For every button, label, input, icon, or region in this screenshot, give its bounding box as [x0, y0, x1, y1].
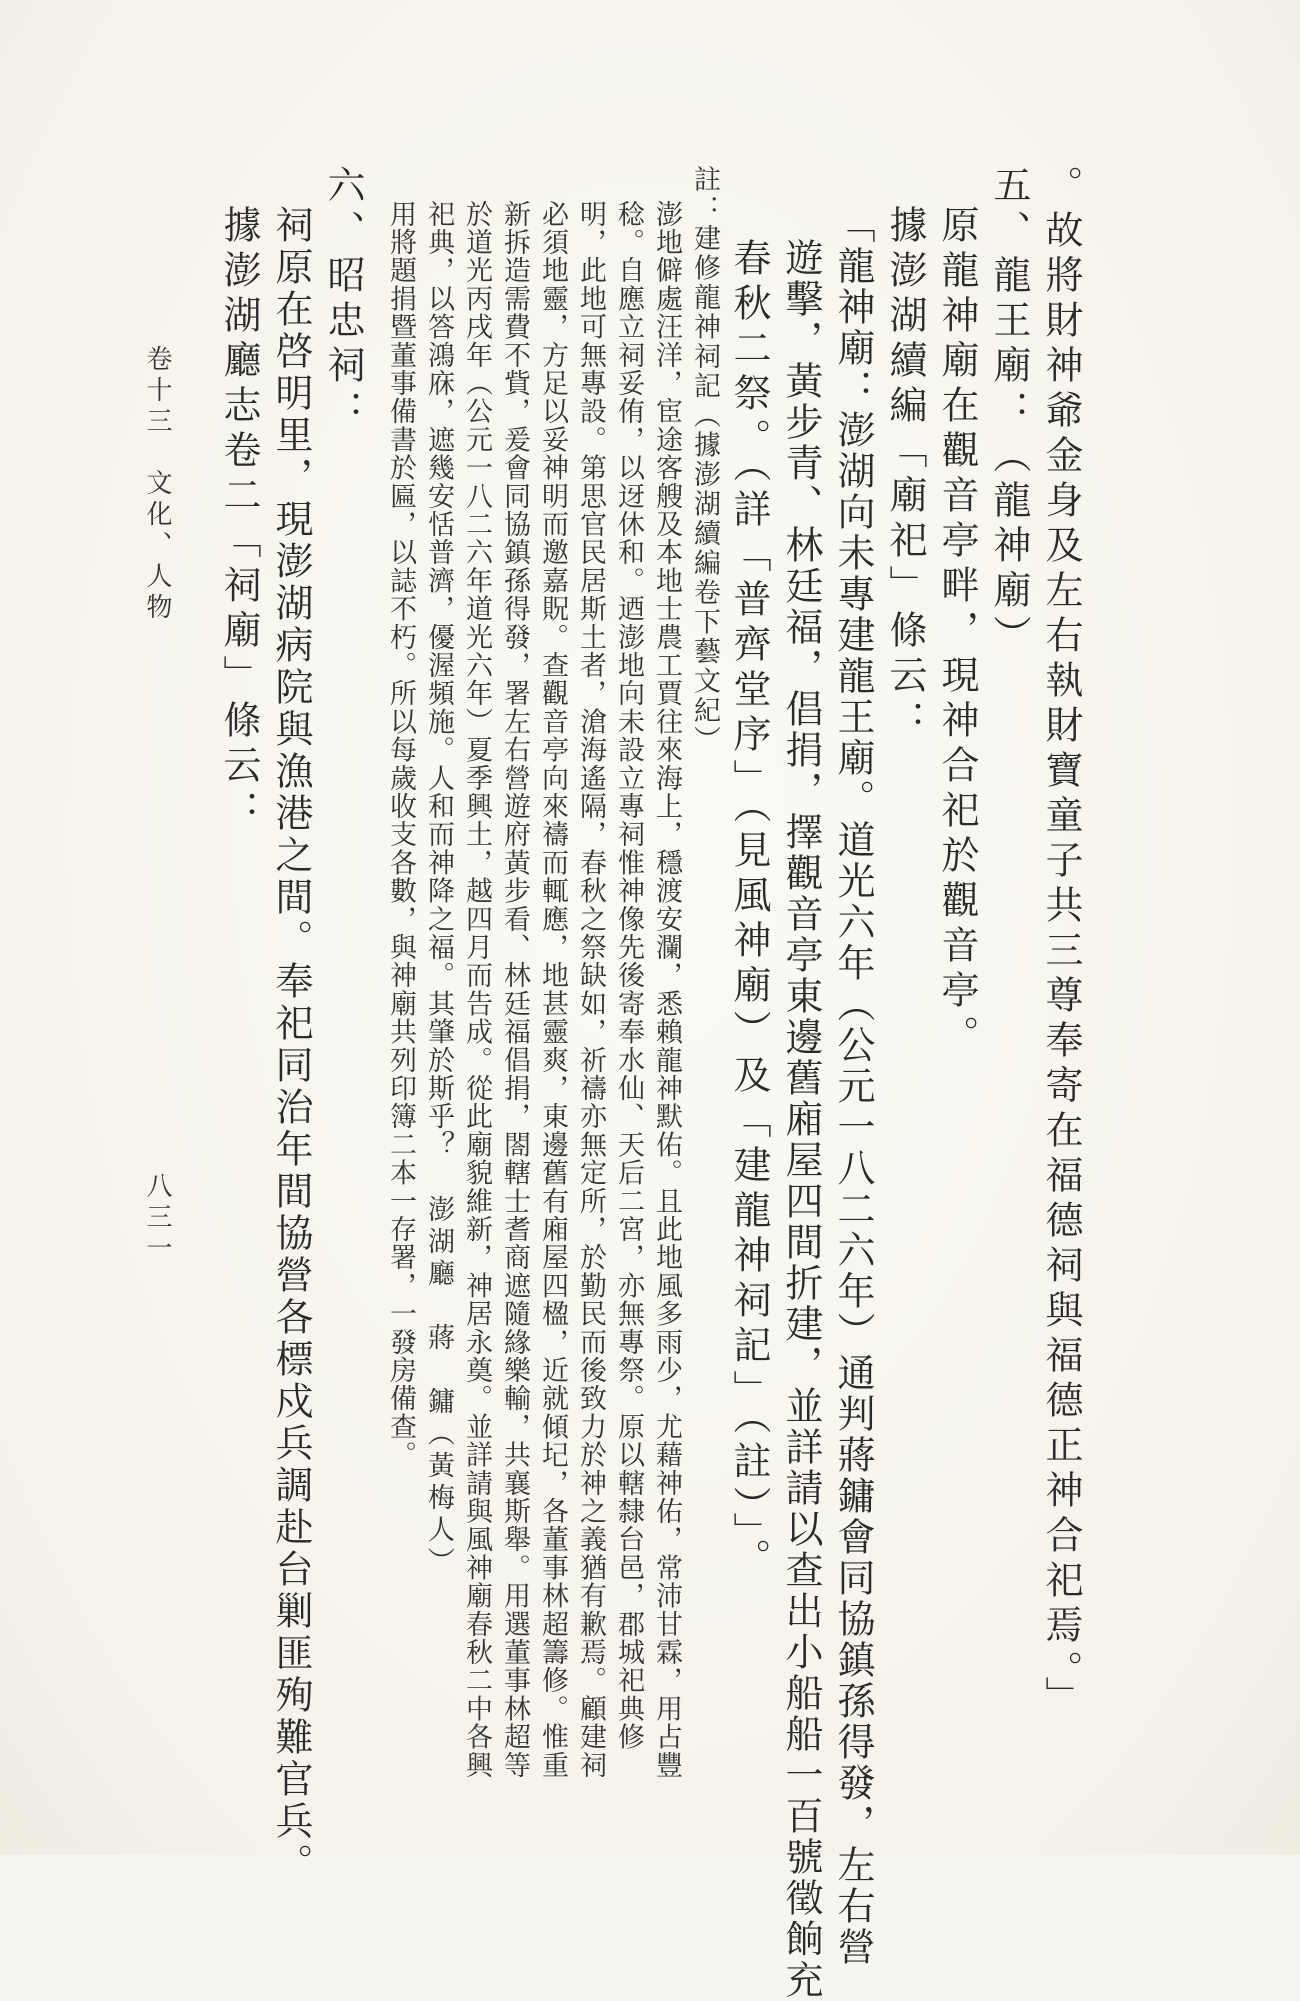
- note-column: 於道光丙戌年（公元一八二六年道光六年）夏季興土，越四月而告成。從此廟貌維新，神居永奠。並詳請與風神廟春秋二中各興: [461, 200, 492, 1780]
- text-column: 據澎湖續編「廟祀」條云：: [883, 205, 927, 745]
- text-column: 。故將財神爺金身及左右執財寶童子共三尊奉寄在福德祠與福德正神合祀焉。」: [1039, 165, 1083, 1721]
- text-column: 原龍神廟在觀音亭畔，現神合祀於觀音亭。: [935, 205, 979, 1060]
- quote-column: 「龍神廟：澎湖向未專建龍王廟。道光六年（公元一八二六年）通判蔣鏞會同協鎮孫得發，左右營: [831, 205, 875, 1968]
- page-number: 八三一: [142, 1172, 172, 1265]
- running-footer: 卷十三 文化、人物: [142, 345, 172, 624]
- note-column: 必須地靈，方足以妥神明而邀嘉貺。查觀音亭向來禱而輒應，地甚靈爽，東邊舊有廂屋四楹，近就傾圮，各董事林超籌修。惟重: [537, 200, 568, 1780]
- text-column: 祠原在啓明里，現澎湖病院與漁港之間。奉祀同治年間協營各標戍兵調赴台剿匪殉難官兵。: [269, 205, 313, 1885]
- quote-column: 遊擊，黃步青、林廷福，倡捐，擇觀音亭東邊舊廂屋四間折建，並詳請以查出小船船一百號徵餉充: [779, 238, 823, 2001]
- quote-column: 春秋二祭。（詳「普齊堂序」（見風神廟）及「建龍神祠記」（註）」。: [727, 238, 771, 1583]
- text-column: 據澎湖廳志卷二「祠廟」條云：: [217, 205, 261, 835]
- note-column: 新拆造需費不貲，爰會同協鎮孫得發，署左右營遊府黃步看、林廷福倡捐，閤轄士耆商遮隨緣樂輸，共襄斯舉。用選董事林超等: [499, 200, 530, 1780]
- note-column: 用將題捐暨董事備書於匾，以誌不朽。所以每歲收支各數，與神廟共列印簿二本一存署，一發房備查。: [385, 200, 416, 1469]
- note-column: 明，此地可無專設。第思官民居斯土者，滄海遙隔，春秋之祭缺如，祈禱亦無定所，於勤民而後致力於神之義猶有歉焉。顧建祠: [575, 200, 606, 1780]
- note-column: 澎地僻處汪洋，宦途客艘及本地士農工賈往來海上，穩渡安瀾，悉賴龍神默佑。且此地風多雨少，尤藉神佑，常沛甘霖，用占豐: [651, 200, 682, 1780]
- section-heading: 六、昭忠祠：: [321, 165, 365, 435]
- note-column: 稔。自應立祠妥侑，以迓休和。迺澎地向未設立專祠惟神像先後寄奉水仙、天后二宮，亦無專祭。原以轄隸台邑，郡城祀典修: [613, 200, 644, 1751]
- note-heading: 註：建修龍神祠記（據澎湖續編卷下藝文紀）: [689, 165, 720, 755]
- section-heading: 五、龍王廟：（龍神廟）: [987, 165, 1031, 660]
- note-column: 祀典，以答鴻庥，遮幾安恬普濟，優渥頻施。人和而神降之福。其肇於斯乎？: [423, 200, 454, 1159]
- note-signature: 澎湖廳 蔣 鏞（黃梅人）: [423, 1195, 454, 1579]
